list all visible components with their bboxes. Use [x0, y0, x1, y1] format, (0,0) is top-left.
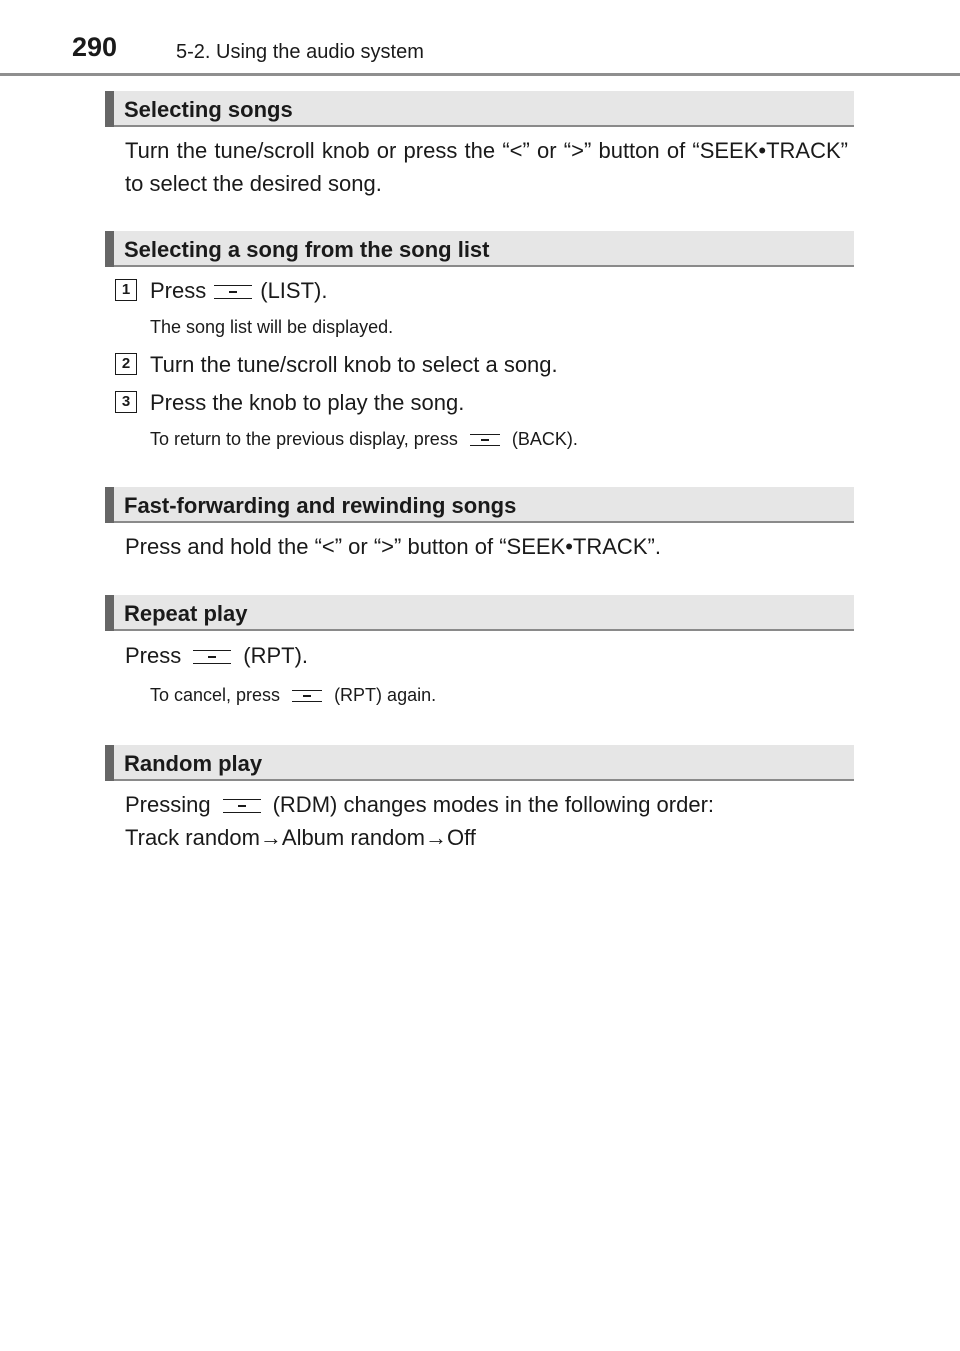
section-title: Selecting a song from the song list [124, 237, 490, 262]
repeat-note-pre: To cancel, press [150, 685, 281, 705]
repeat-note [150, 685, 436, 706]
step-3-text: Press the knob to play the song. [150, 390, 465, 415]
section-title: Selecting songs [124, 97, 293, 122]
step-2-text: Turn the tune/scroll knob to select a song. [150, 352, 558, 377]
random-pre: Pressing [125, 792, 211, 817]
step-number-2: 2 [115, 353, 137, 375]
section-header-repeat [105, 595, 854, 631]
random-line-1 [125, 788, 848, 821]
step-1-pre: Press [150, 278, 207, 303]
fast-forward-text: Press and hold the “<” or “>” button of “SEEK•TRACK”. [125, 534, 661, 559]
back-note-post: (BACK). [511, 429, 578, 449]
list-button-icon [214, 285, 252, 299]
section-title: Random play [124, 751, 263, 776]
section-header-random [105, 745, 854, 781]
repeat-text [125, 639, 848, 672]
back-button-icon [470, 434, 500, 446]
repeat-pre: Press [125, 643, 182, 668]
chapter-title: 5-2. Using the audio system [176, 41, 424, 63]
random-post: (RDM) changes modes in the following order: [272, 792, 715, 817]
rpt-button-icon [193, 650, 231, 664]
random-line-2: Track random→Album random→Off [125, 825, 476, 850]
back-note [150, 429, 578, 450]
step-1-post: (LIST). [260, 278, 328, 303]
rpt-button-icon [292, 690, 322, 702]
step-1-text [150, 278, 327, 304]
selecting-songs-text: Turn the tune/scroll knob or press the “<” or “>” button of “SEEK•TRACK” to select the desired song. [125, 138, 848, 196]
section-header-selecting-songs [105, 91, 854, 127]
section-title: Repeat play [124, 601, 248, 626]
step-number-3: 3 [115, 391, 137, 413]
back-note-pre: To return to the previous display, press [150, 429, 458, 449]
rdm-button-icon [223, 799, 261, 813]
repeat-note-post: (RPT) again. [334, 685, 437, 705]
section-header-fast-forward [105, 487, 854, 523]
section-title: Fast-forwarding and rewinding songs [124, 493, 517, 518]
step-number-1: 1 [115, 279, 137, 301]
song-list-note: The song list will be displayed. [150, 317, 394, 337]
page-number: 290 [72, 32, 118, 62]
header-rule [0, 73, 960, 76]
section-header-song-list [105, 231, 854, 267]
repeat-post: (RPT). [243, 643, 309, 668]
random-text [125, 788, 848, 854]
